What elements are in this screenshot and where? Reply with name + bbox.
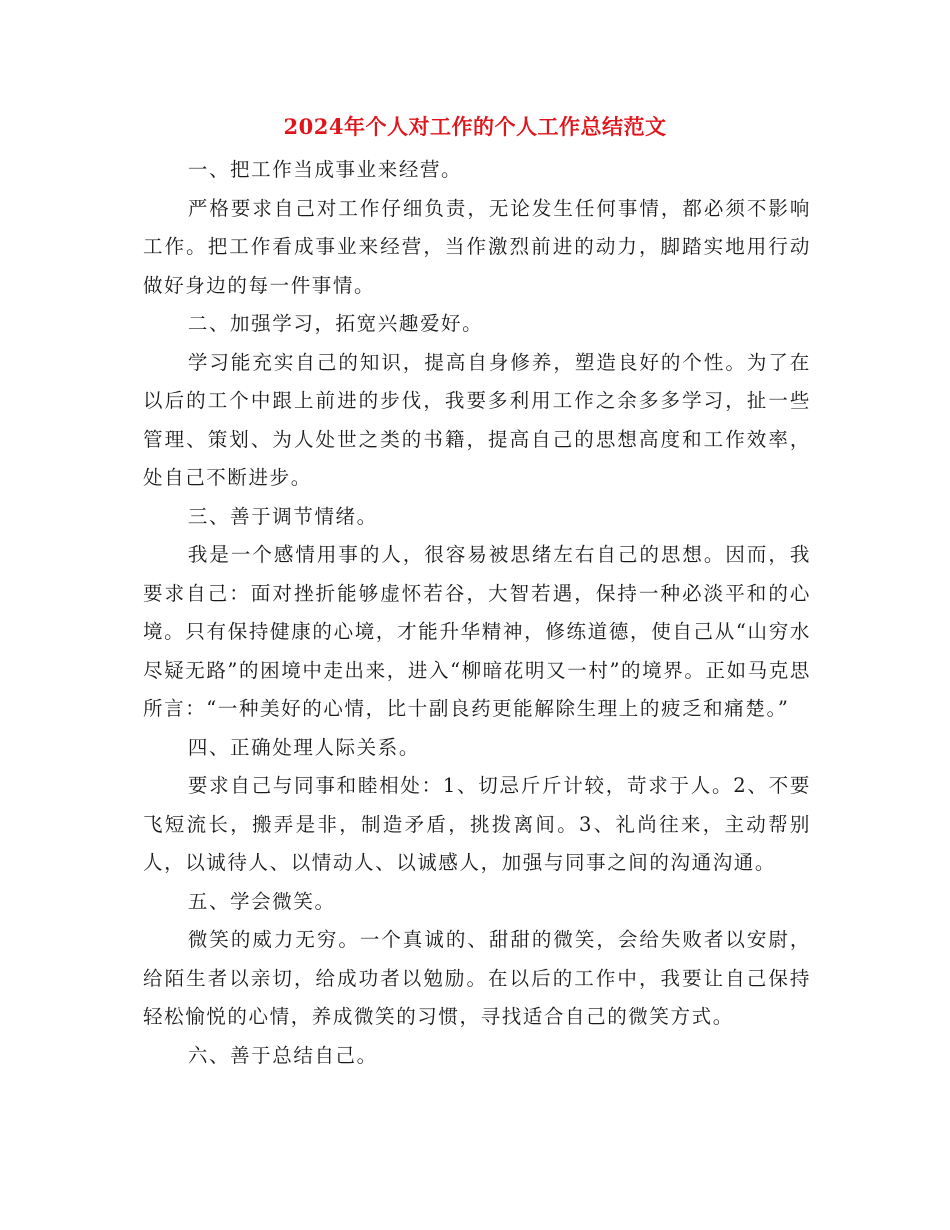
section-heading: 五、学会微笑。 (187, 889, 336, 913)
body-paragraph: 要求自己与同事和睦相处：1、切忌斤斤计较，苛求于人。2、不要飞短流长，搬弄是非，制造矛盾，挑拨离间。3、礼尚往来，主动帮别人，以诚待人、以情动人、以诚感人，加强与同事之间的沟通沟通。 (143, 774, 811, 874)
body-paragraph: 学习能充实自己的知识，提高自身修养，塑造良好的个性。为了在以后的工个中跟上前进的步伐，我要多利用工作之余多多学习，扯一些管理、策划、为人处世之类的书籍，提高自己的思想高度和工作效率，处自己不断进步。 (143, 350, 811, 489)
section-heading: 四、正确处理人际关系。 (187, 735, 420, 759)
section-heading: 一、把工作当成事业来经营。 (187, 158, 463, 181)
document-body (143, 151, 811, 1075)
body-paragraph: 严格要求自己对工作仔细负责，无论发生任何事情，都必须不影响工作。把工作看成事业来经营，当作激烈前进的动力，脚踏实地用行动做好身边的每一件事情。 (143, 196, 811, 297)
body-paragraph: 微笑的威力无穷。一个真诚的、甜甜的微笑，会给失败者以安尉，给陌生者以亲切，给成功者以勉励。在以后的工作中，我要让自己保持轻松愉悦的心情，养成微笑的习惯，寻找适合自己的微笑方式。 (143, 928, 811, 1028)
section-heading: 六、善于总结自己。 (187, 1043, 378, 1067)
section-heading: 二、加强学习，拓宽兴趣爱好。 (187, 312, 484, 335)
body-paragraph: 我是一个感情用事的人，很容易被思绪左右自己的思想。因而，我要求自己：面对挫折能够虚怀若谷，大智若遇，保持一种必淡平和的心境。只有保持健康的心境，才能升华精神，修练道德，使自己从“山穷水尽疑无路”的困境中走出来，进入“柳暗花明又一村”的境界。正如马克思所言：“一种美好的心情，比十副良药更能解除生理上的疲乏和痛楚。” (143, 543, 811, 720)
document-title: 2024年个人对工作的个人工作总结范文 (283, 114, 667, 139)
section-heading: 三、善于调节情绪。 (187, 504, 378, 528)
